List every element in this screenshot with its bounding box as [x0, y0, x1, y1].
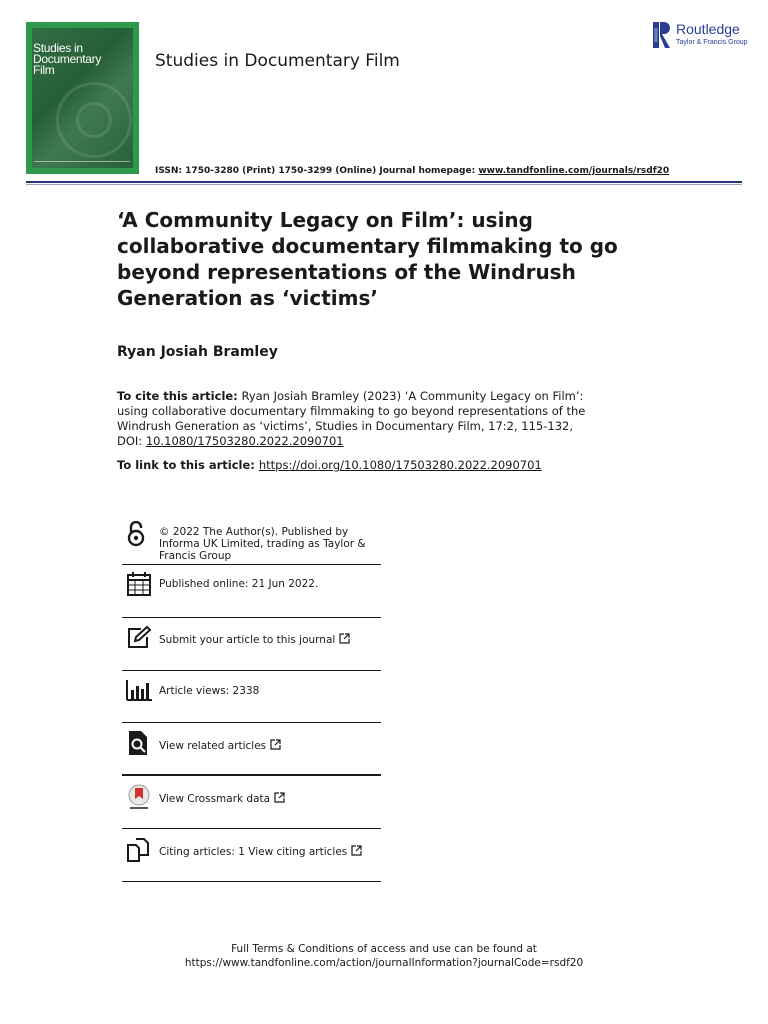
- related-row[interactable]: [122, 723, 381, 776]
- citing-articles-label: Citing articles: 1 View citing articles: [159, 846, 348, 858]
- submit-row[interactable]: [122, 618, 381, 671]
- cite-text: Ryan Josiah Bramley (2023) ‘A Community Legacy on Film’: using collaborative documentary filmmaking to go beyond representations of the Windrush Generation as ‘victims’, Studies in Documentary Film, 17:2, 115-132, DOI:: [117, 389, 586, 448]
- journal-cover: [26, 22, 139, 174]
- article-author: Ryan Josiah Bramley: [117, 344, 278, 360]
- related-articles-link[interactable]: [159, 739, 281, 752]
- cover-footer-strip: [34, 161, 130, 168]
- external-link-icon: [274, 792, 285, 803]
- open-access-text: © 2022 The Author(s). Published by Informa UK Limited, trading as Taylor & Francis Group: [159, 526, 366, 562]
- submit-article-link[interactable]: [159, 633, 350, 646]
- cover-title-line: Film: [33, 63, 55, 77]
- crossmark-label: View Crossmark data: [159, 793, 271, 805]
- article-views: Article views: 2338: [159, 685, 260, 697]
- article-doi-link[interactable]: https://doi.org/10.1080/17503280.2022.2090701: [258, 458, 542, 472]
- issn-text: ISSN: 1750-3280 (Print) 1750-3299 (Online) Journal homepage:: [155, 166, 479, 176]
- related-articles-label: View related articles: [159, 740, 267, 752]
- submit-article-label: Submit your article to this journal: [159, 634, 336, 646]
- related-search-icon: [126, 730, 152, 756]
- crossmark-link[interactable]: [159, 792, 285, 805]
- published-date: Published online: 21 Jun 2022.: [159, 578, 319, 590]
- crossmark-row[interactable]: [122, 776, 381, 829]
- issn-line: [155, 166, 669, 176]
- publisher-subtitle: Taylor & Francis Group: [676, 39, 748, 46]
- terms-footer: [0, 942, 768, 970]
- article-link-line: [117, 458, 542, 472]
- views-row: [122, 671, 381, 723]
- article-info-list: [122, 518, 381, 882]
- cover-title-line: Studies in: [33, 41, 83, 55]
- external-link-icon: [270, 739, 281, 750]
- publisher-name: Routledge: [676, 21, 740, 37]
- cite-doi-link[interactable]: 10.1080/17503280.2022.2090701: [145, 434, 344, 448]
- journal-homepage-link[interactable]: www.tandfonline.com/journals/rsdf20: [478, 166, 670, 176]
- terms-url[interactable]: https://www.tandfonline.com/action/journalInformation?journalCode=rsdf20: [184, 957, 584, 969]
- link-label: To link to this article:: [117, 458, 259, 472]
- citation-block: [117, 389, 597, 449]
- citing-articles-icon: [126, 837, 152, 863]
- journal-name: Studies in Documentary Film: [155, 51, 400, 71]
- published-row: [122, 565, 381, 618]
- cover-title-line: Documentary: [33, 52, 102, 66]
- header-divider: [26, 181, 742, 183]
- bar-chart-icon: [126, 678, 152, 704]
- crossmark-icon: [126, 784, 152, 810]
- calendar-icon: [126, 571, 152, 597]
- citing-row[interactable]: [122, 829, 381, 882]
- cover-title: [33, 43, 133, 76]
- article-title: ‘A Community Legacy on Film’: using collaborative documentary filmmaking to go beyond representations of the Windrush Generation as ‘victims’: [117, 208, 618, 310]
- cite-label: To cite this article:: [117, 389, 238, 403]
- routledge-logo-icon: [653, 22, 671, 48]
- open-access-row: [122, 518, 381, 565]
- header-divider-thin: [26, 184, 742, 185]
- external-link-icon: [351, 845, 362, 856]
- external-link-icon: [339, 633, 350, 644]
- edit-icon: [126, 625, 152, 651]
- open-access-icon: [127, 521, 145, 547]
- citing-articles-link[interactable]: [159, 845, 362, 858]
- terms-line: Full Terms & Conditions of access and use can be found at: [231, 943, 537, 955]
